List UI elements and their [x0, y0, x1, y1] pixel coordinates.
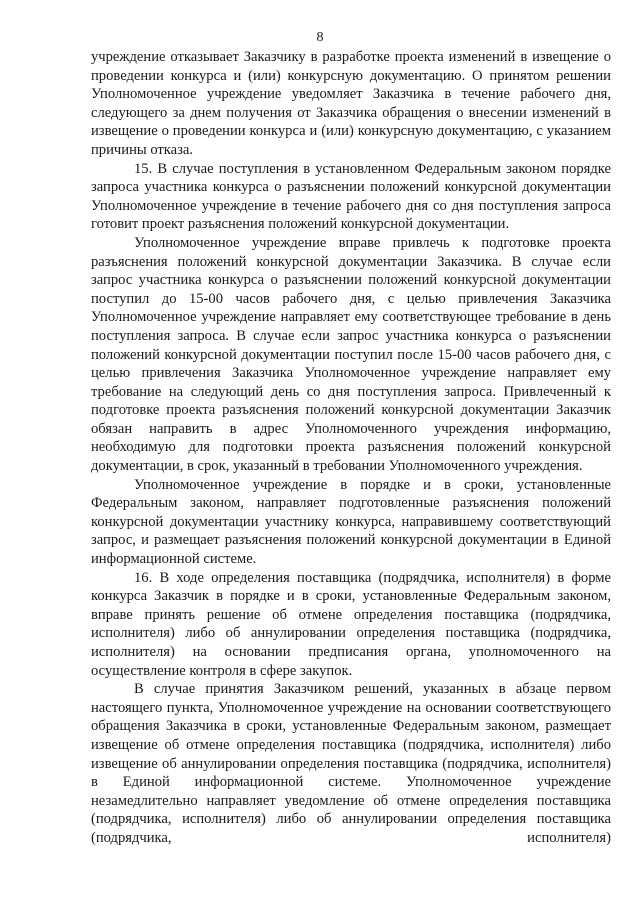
- page-number: 8: [316, 30, 324, 45]
- paragraph-15-clarification-request: 15. В случае поступления в установленном Федеральным законом порядке запроса участника конкурса о разъяснении положений конкурсной документации Уполномоченное учреждение в течение рабочего дня со дня поступления запроса готовит проект разъяснения положений конкурсной документации.: [91, 160, 611, 233]
- paragraph-cancellation-notice: В случае принятия Заказчиком решений, указанных в абзаце первом настоящего пункта, Уполномоченное учреждение на основании соответствующего обращения Заказчика в сроки, установленные Федеральным законом, размещает извещение об отмене определения поставщика (подрядчика, исполнителя) либо извещение об аннулировании определения поставщика (подрядчика, исполнителя) в Единой информационной системе. Уполномоченное учреждение незамедлительно направляет уведомление об отмене определения поставщика (подрядчика, исполнителя) либо об аннулировании определения поставщика (подрядчика, исполнителя): [91, 681, 611, 846]
- document-body: [91, 48, 611, 848]
- paragraph-rejection-notice: учреждение отказывает Заказчику в разработке проекта изменений в извещение о проведении конкурса и (или) конкурсную документацию. О принятом решении Уполномоченное учреждение уведомляет Заказчика в течение рабочего дня, следующего за днем получения от Заказчика обращения о внесении изменений в извещение о проведении конкурса и (или) конкурсную документацию, с указанием причины отказа.: [91, 49, 611, 158]
- paragraph-clarification-publication: Уполномоченное учреждение в порядке и в сроки, установленные Федеральным законом, направляет подготовленные разъяснения положений конкурсной документации участнику конкурса, направившему соответствующий запрос, и размещает разъяснения положений конкурсной документации в Единой информационной системе.: [91, 476, 611, 568]
- paragraph-16-cancellation: 16. В ходе определения поставщика (подрядчика, исполнителя) в форме конкурса Заказчик в порядке и в сроки, установленные Федеральным законом, вправе принять решение об отмене определения поставщика (подрядчика, исполнителя) либо об аннулировании определения поставщика (подрядчика, исполнителя) на основании предписания органа, уполномоченного на осуществление контроля в сфере закупок.: [91, 569, 611, 679]
- paragraph-customer-involvement: Уполномоченное учреждение вправе привлечь к подготовке проекта разъяснения положений конкурсной документации Заказчика. В случае если запрос участника конкурса о разъяснении положений конкурсной документации поступил до 15-00 часов рабочего дня, с целью привлечения Заказчика Уполномоченное учреждение направляет ему соответствующее требование в день поступления запроса. В случае если запрос участника конкурса о разъяснении положений конкурсной документации поступил после 15-00 часов рабочего дня, с целью привлечения Заказчика Уполномоченное учреждение направляет ему требование на следующий день со дня поступления запроса. Привлеченный к подготовке проекта разъяснения положений конкурсной документации Заказчик обязан направить в адрес Уполномоченного учреждения информацию, необходимую для подготовки проекта разъяснения положений конкурсной документации, в срок, указанный в требовании Уполномоченного учреждения.: [91, 234, 611, 475]
